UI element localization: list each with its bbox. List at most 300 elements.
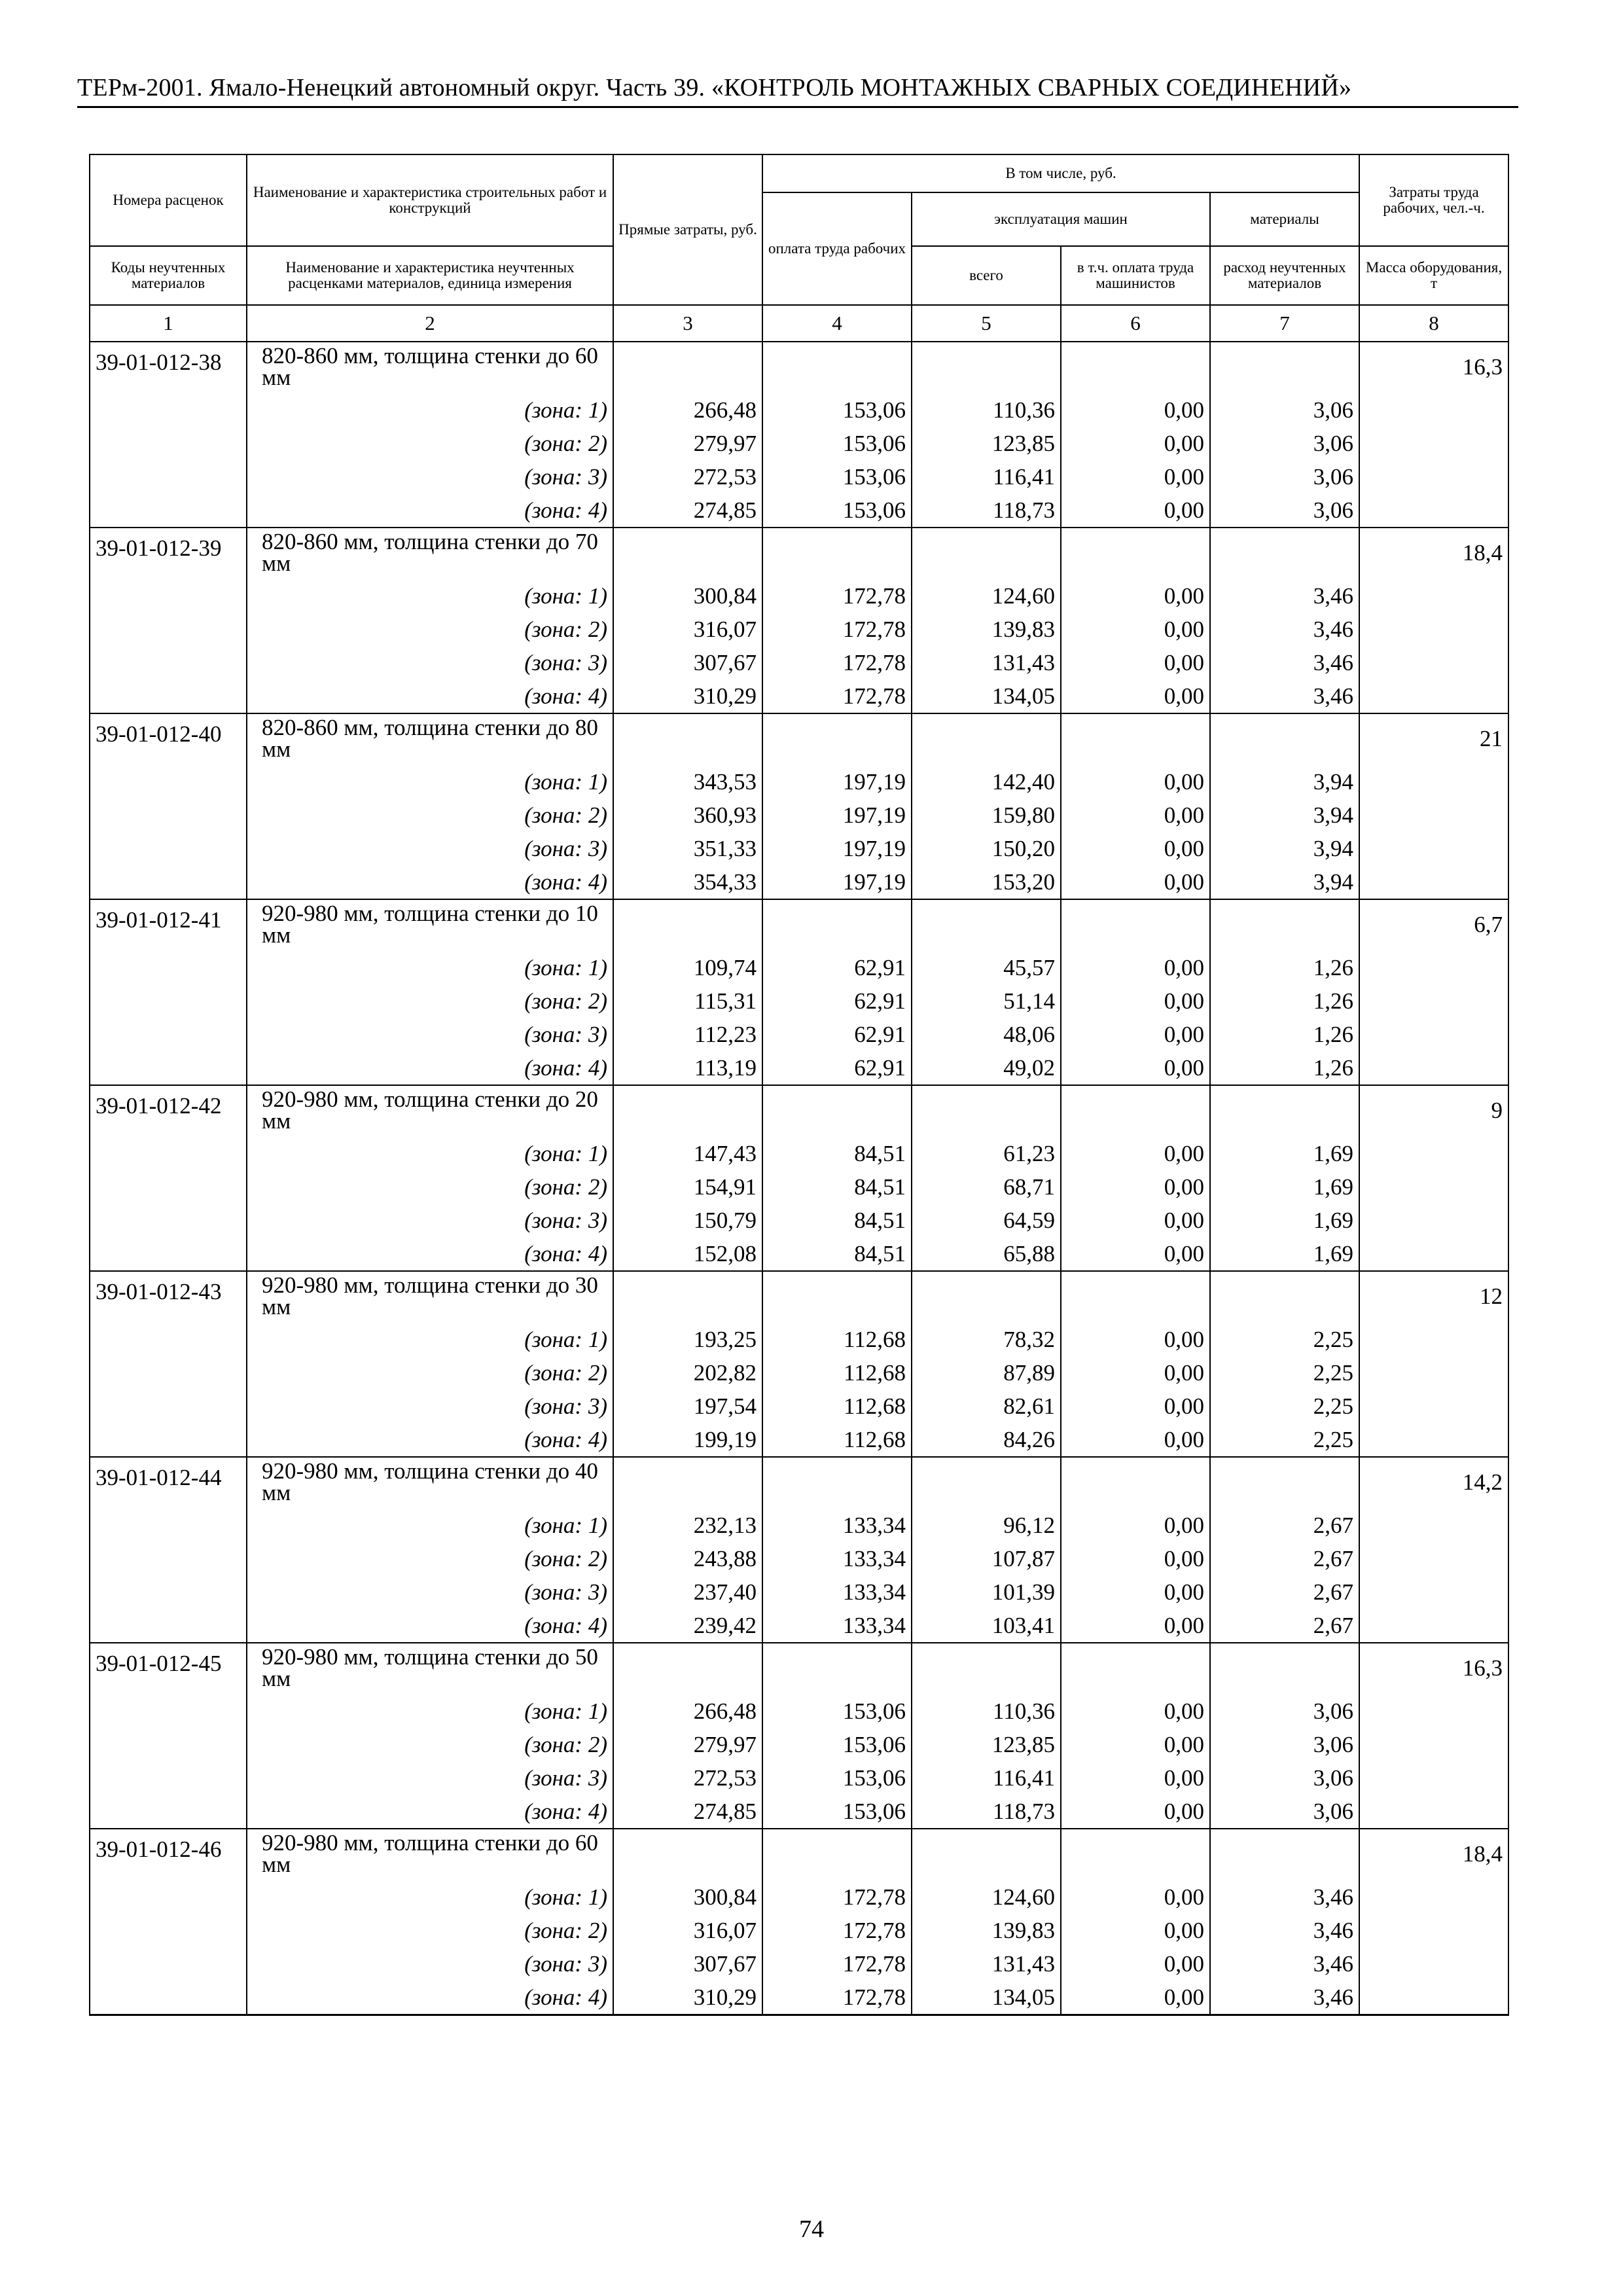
materials-cell: 3,06 bbox=[1210, 1795, 1359, 1829]
direct-costs-cell: 300,84 bbox=[613, 579, 762, 613]
machinist-pay-cell: 0,00 bbox=[1061, 679, 1210, 713]
empty-cell bbox=[1359, 1795, 1508, 1829]
machines-total-cell: 84,26 bbox=[912, 1423, 1061, 1457]
machinist-pay-cell: 0,00 bbox=[1061, 1137, 1210, 1170]
machinist-pay-cell: 0,00 bbox=[1061, 1018, 1210, 1051]
zone-row bbox=[90, 1423, 1508, 1457]
empty-cell bbox=[1359, 1051, 1508, 1085]
labor-pay-cell: 172,78 bbox=[762, 579, 912, 613]
empty-cell bbox=[1359, 1728, 1508, 1761]
empty-cell bbox=[90, 1204, 247, 1237]
empty-cell bbox=[762, 528, 912, 579]
empty-cell bbox=[1359, 765, 1508, 798]
direct-costs-cell: 197,54 bbox=[613, 1390, 762, 1423]
labor-pay-cell: 172,78 bbox=[762, 646, 912, 679]
zone-row bbox=[90, 1795, 1508, 1829]
empty-cell bbox=[1359, 1323, 1508, 1356]
machinist-pay-cell: 0,00 bbox=[1061, 1609, 1210, 1643]
empty-cell bbox=[1359, 393, 1508, 427]
empty-cell bbox=[912, 713, 1061, 765]
machinist-pay-cell: 0,00 bbox=[1061, 460, 1210, 493]
empty-cell bbox=[613, 528, 762, 579]
materials-cell: 3,46 bbox=[1210, 613, 1359, 646]
empty-cell bbox=[762, 1085, 912, 1137]
work-description: 920-980 мм, толщина стенки до 50 мм bbox=[247, 1643, 613, 1695]
zone-row bbox=[90, 613, 1508, 646]
zone-row bbox=[90, 865, 1508, 899]
header-materials: материалы bbox=[1210, 192, 1359, 246]
empty-cell bbox=[1210, 713, 1359, 765]
zone-label: (зона: 1) bbox=[247, 1880, 613, 1914]
empty-cell bbox=[1210, 1457, 1359, 1509]
empty-cell bbox=[1359, 1018, 1508, 1051]
zone-label: (зона: 1) bbox=[247, 1509, 613, 1542]
rate-code: 39-01-012-46 bbox=[90, 1829, 247, 1880]
zone-row bbox=[90, 1609, 1508, 1643]
direct-costs-cell: 202,82 bbox=[613, 1356, 762, 1390]
column-number: 8 bbox=[1359, 305, 1508, 342]
labor-pay-cell: 197,19 bbox=[762, 832, 912, 865]
zone-row bbox=[90, 1947, 1508, 1981]
empty-cell bbox=[762, 713, 912, 765]
empty-cell bbox=[1359, 951, 1508, 984]
zone-label: (зона: 1) bbox=[247, 1137, 613, 1170]
direct-costs-cell: 274,85 bbox=[613, 493, 762, 528]
materials-cell: 3,94 bbox=[1210, 865, 1359, 899]
machinist-pay-cell: 0,00 bbox=[1061, 1423, 1210, 1457]
equipment-mass: 18,4 bbox=[1359, 528, 1508, 579]
empty-cell bbox=[1061, 528, 1210, 579]
machines-total-cell: 150,20 bbox=[912, 832, 1061, 865]
zone-label: (зона: 1) bbox=[247, 393, 613, 427]
zone-row bbox=[90, 1323, 1508, 1356]
machines-total-cell: 61,23 bbox=[912, 1137, 1061, 1170]
machinist-pay-cell: 0,00 bbox=[1061, 393, 1210, 427]
direct-costs-cell: 279,97 bbox=[613, 427, 762, 460]
direct-costs-cell: 316,07 bbox=[613, 613, 762, 646]
empty-cell bbox=[762, 1829, 912, 1880]
header-labor-costs: Затраты труда рабочих, чел.-ч. bbox=[1359, 154, 1508, 246]
zone-row bbox=[90, 1356, 1508, 1390]
labor-pay-cell: 153,06 bbox=[762, 460, 912, 493]
machines-total-cell: 123,85 bbox=[912, 427, 1061, 460]
empty-cell bbox=[1061, 1643, 1210, 1695]
empty-cell bbox=[1210, 1829, 1359, 1880]
materials-cell: 3,06 bbox=[1210, 393, 1359, 427]
machinist-pay-cell: 0,00 bbox=[1061, 832, 1210, 865]
zone-row bbox=[90, 832, 1508, 865]
empty-cell bbox=[1359, 427, 1508, 460]
machines-total-cell: 131,43 bbox=[912, 646, 1061, 679]
empty-cell bbox=[1359, 1509, 1508, 1542]
empty-cell bbox=[613, 1829, 762, 1880]
empty-cell bbox=[1359, 1204, 1508, 1237]
rate-code: 39-01-012-44 bbox=[90, 1457, 247, 1509]
empty-cell bbox=[1061, 1085, 1210, 1137]
materials-cell: 3,06 bbox=[1210, 460, 1359, 493]
machinist-pay-cell: 0,00 bbox=[1061, 493, 1210, 528]
machinist-pay-cell: 0,00 bbox=[1061, 798, 1210, 832]
empty-cell bbox=[1359, 679, 1508, 713]
empty-cell bbox=[90, 1609, 247, 1643]
empty-cell bbox=[90, 393, 247, 427]
labor-pay-cell: 133,34 bbox=[762, 1609, 912, 1643]
zone-label: (зона: 2) bbox=[247, 1728, 613, 1761]
materials-cell: 2,67 bbox=[1210, 1575, 1359, 1609]
zone-row bbox=[90, 1051, 1508, 1085]
machines-total-cell: 124,60 bbox=[912, 579, 1061, 613]
zone-label: (зона: 4) bbox=[247, 493, 613, 528]
item-row bbox=[90, 899, 1508, 951]
item-row bbox=[90, 1829, 1508, 1880]
direct-costs-cell: 112,23 bbox=[613, 1018, 762, 1051]
empty-cell bbox=[912, 899, 1061, 951]
machines-total-cell: 64,59 bbox=[912, 1204, 1061, 1237]
work-description: 820-860 мм, толщина стенки до 60 мм bbox=[247, 342, 613, 393]
labor-pay-cell: 112,68 bbox=[762, 1356, 912, 1390]
empty-cell bbox=[1359, 1880, 1508, 1914]
direct-costs-cell: 310,29 bbox=[613, 679, 762, 713]
empty-cell bbox=[90, 1795, 247, 1829]
zone-row bbox=[90, 798, 1508, 832]
machines-total-cell: 96,12 bbox=[912, 1509, 1061, 1542]
empty-cell bbox=[762, 899, 912, 951]
empty-cell bbox=[90, 460, 247, 493]
materials-cell: 1,69 bbox=[1210, 1170, 1359, 1204]
machinist-pay-cell: 0,00 bbox=[1061, 646, 1210, 679]
machines-total-cell: 142,40 bbox=[912, 765, 1061, 798]
empty-cell bbox=[1359, 646, 1508, 679]
labor-pay-cell: 197,19 bbox=[762, 798, 912, 832]
empty-cell bbox=[90, 493, 247, 528]
zone-label: (зона: 3) bbox=[247, 460, 613, 493]
machines-total-cell: 49,02 bbox=[912, 1051, 1061, 1085]
zone-row bbox=[90, 765, 1508, 798]
materials-cell: 2,67 bbox=[1210, 1542, 1359, 1575]
labor-pay-cell: 84,51 bbox=[762, 1204, 912, 1237]
equipment-mass: 9 bbox=[1359, 1085, 1508, 1137]
empty-cell bbox=[90, 1542, 247, 1575]
rate-code: 39-01-012-41 bbox=[90, 899, 247, 951]
zone-label: (зона: 2) bbox=[247, 613, 613, 646]
zone-label: (зона: 2) bbox=[247, 1170, 613, 1204]
machines-total-cell: 123,85 bbox=[912, 1728, 1061, 1761]
empty-cell bbox=[613, 1457, 762, 1509]
zone-label: (зона: 4) bbox=[247, 1609, 613, 1643]
table-header bbox=[90, 154, 1508, 342]
materials-cell: 1,69 bbox=[1210, 1137, 1359, 1170]
empty-cell bbox=[1359, 579, 1508, 613]
work-description: 820-860 мм, толщина стенки до 80 мм bbox=[247, 713, 613, 765]
empty-cell bbox=[613, 1271, 762, 1323]
empty-cell bbox=[1061, 342, 1210, 393]
direct-costs-cell: 307,67 bbox=[613, 646, 762, 679]
zone-row bbox=[90, 1204, 1508, 1237]
column-number: 5 bbox=[912, 305, 1061, 342]
machinist-pay-cell: 0,00 bbox=[1061, 951, 1210, 984]
machinist-pay-cell: 0,00 bbox=[1061, 1914, 1210, 1947]
zone-row bbox=[90, 1509, 1508, 1542]
empty-cell bbox=[90, 1761, 247, 1795]
empty-cell bbox=[90, 984, 247, 1018]
rate-code: 39-01-012-42 bbox=[90, 1085, 247, 1137]
machinist-pay-cell: 0,00 bbox=[1061, 1795, 1210, 1829]
machinist-pay-cell: 0,00 bbox=[1061, 1170, 1210, 1204]
materials-cell: 2,67 bbox=[1210, 1509, 1359, 1542]
empty-cell bbox=[90, 1947, 247, 1981]
empty-cell bbox=[613, 1643, 762, 1695]
machines-total-cell: 139,83 bbox=[912, 1914, 1061, 1947]
empty-cell bbox=[90, 1137, 247, 1170]
empty-cell bbox=[1210, 1271, 1359, 1323]
materials-cell: 1,69 bbox=[1210, 1204, 1359, 1237]
empty-cell bbox=[912, 1085, 1061, 1137]
direct-costs-cell: 307,67 bbox=[613, 1947, 762, 1981]
equipment-mass: 16,3 bbox=[1359, 1643, 1508, 1695]
equipment-mass: 6,7 bbox=[1359, 899, 1508, 951]
empty-cell bbox=[1061, 899, 1210, 951]
materials-cell: 3,94 bbox=[1210, 832, 1359, 865]
materials-cell: 2,67 bbox=[1210, 1609, 1359, 1643]
labor-pay-cell: 153,06 bbox=[762, 493, 912, 528]
machinist-pay-cell: 0,00 bbox=[1061, 865, 1210, 899]
direct-costs-cell: 150,79 bbox=[613, 1204, 762, 1237]
labor-pay-cell: 172,78 bbox=[762, 679, 912, 713]
header-machinist-pay: в т.ч. оплата труда машинистов bbox=[1061, 246, 1210, 305]
direct-costs-cell: 152,08 bbox=[613, 1237, 762, 1271]
zone-label: (зона: 1) bbox=[247, 1695, 613, 1728]
machinist-pay-cell: 0,00 bbox=[1061, 579, 1210, 613]
item-row bbox=[90, 1457, 1508, 1509]
materials-cell: 3,46 bbox=[1210, 1880, 1359, 1914]
work-description: 920-980 мм, толщина стенки до 40 мм bbox=[247, 1457, 613, 1509]
machines-total-cell: 110,36 bbox=[912, 393, 1061, 427]
zone-label: (зона: 4) bbox=[247, 1981, 613, 2015]
zone-label: (зона: 1) bbox=[247, 951, 613, 984]
empty-cell bbox=[90, 646, 247, 679]
header-including: В том числе, руб. bbox=[762, 154, 1359, 192]
zone-label: (зона: 3) bbox=[247, 832, 613, 865]
empty-cell bbox=[90, 427, 247, 460]
machines-total-cell: 159,80 bbox=[912, 798, 1061, 832]
zone-row bbox=[90, 1542, 1508, 1575]
empty-cell bbox=[1359, 1761, 1508, 1795]
empty-cell bbox=[90, 1914, 247, 1947]
direct-costs-cell: 279,97 bbox=[613, 1728, 762, 1761]
empty-cell bbox=[762, 342, 912, 393]
empty-cell bbox=[613, 342, 762, 393]
empty-cell bbox=[90, 1575, 247, 1609]
labor-pay-cell: 62,91 bbox=[762, 951, 912, 984]
direct-costs-cell: 354,33 bbox=[613, 865, 762, 899]
labor-pay-cell: 172,78 bbox=[762, 613, 912, 646]
column-number: 4 bbox=[762, 305, 912, 342]
machines-total-cell: 78,32 bbox=[912, 1323, 1061, 1356]
labor-pay-cell: 153,06 bbox=[762, 1728, 912, 1761]
empty-cell bbox=[90, 1880, 247, 1914]
machinist-pay-cell: 0,00 bbox=[1061, 1237, 1210, 1271]
empty-cell bbox=[762, 1643, 912, 1695]
empty-cell bbox=[613, 1085, 762, 1137]
item-row bbox=[90, 1085, 1508, 1137]
materials-cell: 3,46 bbox=[1210, 579, 1359, 613]
zone-row bbox=[90, 1880, 1508, 1914]
empty-cell bbox=[912, 1457, 1061, 1509]
work-description: 820-860 мм, толщина стенки до 70 мм bbox=[247, 528, 613, 579]
empty-cell bbox=[1359, 1914, 1508, 1947]
machines-total-cell: 68,71 bbox=[912, 1170, 1061, 1204]
materials-cell: 2,25 bbox=[1210, 1356, 1359, 1390]
zone-label: (зона: 2) bbox=[247, 984, 613, 1018]
column-number: 2 bbox=[247, 305, 613, 342]
zone-row bbox=[90, 1761, 1508, 1795]
empty-cell bbox=[90, 1728, 247, 1761]
labor-pay-cell: 62,91 bbox=[762, 1051, 912, 1085]
machines-total-cell: 103,41 bbox=[912, 1609, 1061, 1643]
item-row bbox=[90, 1271, 1508, 1323]
header-machine-operation: эксплуатация машин bbox=[912, 192, 1210, 246]
machines-total-cell: 65,88 bbox=[912, 1237, 1061, 1271]
zone-label: (зона: 4) bbox=[247, 1237, 613, 1271]
item-row bbox=[90, 1643, 1508, 1695]
rate-code: 39-01-012-43 bbox=[90, 1271, 247, 1323]
empty-cell bbox=[1061, 1271, 1210, 1323]
column-number: 6 bbox=[1061, 305, 1210, 342]
labor-pay-cell: 153,06 bbox=[762, 427, 912, 460]
rate-code: 39-01-012-38 bbox=[90, 342, 247, 393]
machinist-pay-cell: 0,00 bbox=[1061, 1981, 1210, 2015]
work-description: 920-980 мм, толщина стенки до 60 мм bbox=[247, 1829, 613, 1880]
machinist-pay-cell: 0,00 bbox=[1061, 1728, 1210, 1761]
direct-costs-cell: 237,40 bbox=[613, 1575, 762, 1609]
header-unaccounted-materials: расход неучтенных материалов bbox=[1210, 246, 1359, 305]
machines-total-cell: 45,57 bbox=[912, 951, 1061, 984]
column-number: 1 bbox=[90, 305, 247, 342]
labor-pay-cell: 62,91 bbox=[762, 984, 912, 1018]
labor-pay-cell: 133,34 bbox=[762, 1509, 912, 1542]
work-description: 920-980 мм, толщина стенки до 10 мм bbox=[247, 899, 613, 951]
labor-pay-cell: 153,06 bbox=[762, 393, 912, 427]
zone-label: (зона: 3) bbox=[247, 1575, 613, 1609]
machines-total-cell: 107,87 bbox=[912, 1542, 1061, 1575]
header-equipment-mass: Масса оборудования, т bbox=[1359, 246, 1508, 305]
machinist-pay-cell: 0,00 bbox=[1061, 427, 1210, 460]
empty-cell bbox=[90, 1170, 247, 1204]
machinist-pay-cell: 0,00 bbox=[1061, 1390, 1210, 1423]
labor-pay-cell: 197,19 bbox=[762, 865, 912, 899]
direct-costs-cell: 310,29 bbox=[613, 1981, 762, 2015]
materials-cell: 3,46 bbox=[1210, 1947, 1359, 1981]
empty-cell bbox=[90, 951, 247, 984]
machines-total-cell: 118,73 bbox=[912, 493, 1061, 528]
machines-total-cell: 48,06 bbox=[912, 1018, 1061, 1051]
empty-cell bbox=[1359, 1981, 1508, 2015]
machines-total-cell: 131,43 bbox=[912, 1947, 1061, 1981]
zone-label: (зона: 2) bbox=[247, 1356, 613, 1390]
zone-row bbox=[90, 951, 1508, 984]
machinist-pay-cell: 0,00 bbox=[1061, 613, 1210, 646]
empty-cell bbox=[1210, 342, 1359, 393]
empty-cell bbox=[1359, 1695, 1508, 1728]
empty-cell bbox=[912, 1271, 1061, 1323]
header-machines-total: всего bbox=[912, 246, 1061, 305]
labor-pay-cell: 172,78 bbox=[762, 1981, 912, 2015]
direct-costs-cell: 239,42 bbox=[613, 1609, 762, 1643]
zone-row bbox=[90, 1018, 1508, 1051]
zone-label: (зона: 4) bbox=[247, 1051, 613, 1085]
work-description: 920-980 мм, толщина стенки до 20 мм bbox=[247, 1085, 613, 1137]
zone-label: (зона: 4) bbox=[247, 1795, 613, 1829]
empty-cell bbox=[912, 1829, 1061, 1880]
rate-code: 39-01-012-45 bbox=[90, 1643, 247, 1695]
materials-cell: 1,26 bbox=[1210, 1051, 1359, 1085]
labor-pay-cell: 84,51 bbox=[762, 1237, 912, 1271]
running-header: ТЕРм-2001. Ямало-Ненецкий автономный округ. Часть 39. «КОНТРОЛЬ МОНТАЖНЫХ СВАРНЫХ СОЕДИНЕНИЙ» bbox=[77, 71, 1518, 108]
empty-cell bbox=[90, 865, 247, 899]
empty-cell bbox=[90, 679, 247, 713]
labor-pay-cell: 172,78 bbox=[762, 1947, 912, 1981]
materials-cell: 3,06 bbox=[1210, 1695, 1359, 1728]
zone-row bbox=[90, 1981, 1508, 2015]
header-work-name: Наименование и характеристика строительных работ и конструкций bbox=[247, 154, 613, 246]
column-number: 7 bbox=[1210, 305, 1359, 342]
labor-pay-cell: 84,51 bbox=[762, 1170, 912, 1204]
work-description: 920-980 мм, толщина стенки до 30 мм bbox=[247, 1271, 613, 1323]
machines-total-cell: 124,60 bbox=[912, 1880, 1061, 1914]
item-row bbox=[90, 528, 1508, 579]
zone-label: (зона: 3) bbox=[247, 646, 613, 679]
empty-cell bbox=[90, 798, 247, 832]
zone-label: (зона: 2) bbox=[247, 427, 613, 460]
materials-cell: 1,26 bbox=[1210, 951, 1359, 984]
empty-cell bbox=[1359, 1170, 1508, 1204]
labor-pay-cell: 153,06 bbox=[762, 1761, 912, 1795]
empty-cell bbox=[90, 1981, 247, 2015]
zone-label: (зона: 3) bbox=[247, 1204, 613, 1237]
zone-label: (зона: 1) bbox=[247, 1323, 613, 1356]
empty-cell bbox=[1359, 984, 1508, 1018]
zone-label: (зона: 3) bbox=[247, 1390, 613, 1423]
empty-cell bbox=[1359, 460, 1508, 493]
machinist-pay-cell: 0,00 bbox=[1061, 1051, 1210, 1085]
zone-label: (зона: 3) bbox=[247, 1018, 613, 1051]
empty-cell bbox=[1359, 1575, 1508, 1609]
machinist-pay-cell: 0,00 bbox=[1061, 1323, 1210, 1356]
labor-pay-cell: 62,91 bbox=[762, 1018, 912, 1051]
materials-cell: 2,25 bbox=[1210, 1390, 1359, 1423]
machines-total-cell: 116,41 bbox=[912, 460, 1061, 493]
empty-cell bbox=[1359, 493, 1508, 528]
materials-cell: 1,26 bbox=[1210, 1018, 1359, 1051]
header-unaccounted-names: Наименование и характеристика неучтенных расценками материалов, единица измерения bbox=[247, 246, 613, 305]
machines-total-cell: 139,83 bbox=[912, 613, 1061, 646]
empty-cell bbox=[90, 1237, 247, 1271]
direct-costs-cell: 193,25 bbox=[613, 1323, 762, 1356]
zone-label: (зона: 2) bbox=[247, 1914, 613, 1947]
empty-cell bbox=[90, 1695, 247, 1728]
direct-costs-cell: 199,19 bbox=[613, 1423, 762, 1457]
empty-cell bbox=[90, 1323, 247, 1356]
empty-cell bbox=[90, 1509, 247, 1542]
machinist-pay-cell: 0,00 bbox=[1061, 1761, 1210, 1795]
empty-cell bbox=[90, 1423, 247, 1457]
direct-costs-cell: 109,74 bbox=[613, 951, 762, 984]
materials-cell: 3,94 bbox=[1210, 765, 1359, 798]
direct-costs-cell: 316,07 bbox=[613, 1914, 762, 1947]
direct-costs-cell: 300,84 bbox=[613, 1880, 762, 1914]
empty-cell bbox=[90, 1390, 247, 1423]
materials-cell: 3,94 bbox=[1210, 798, 1359, 832]
